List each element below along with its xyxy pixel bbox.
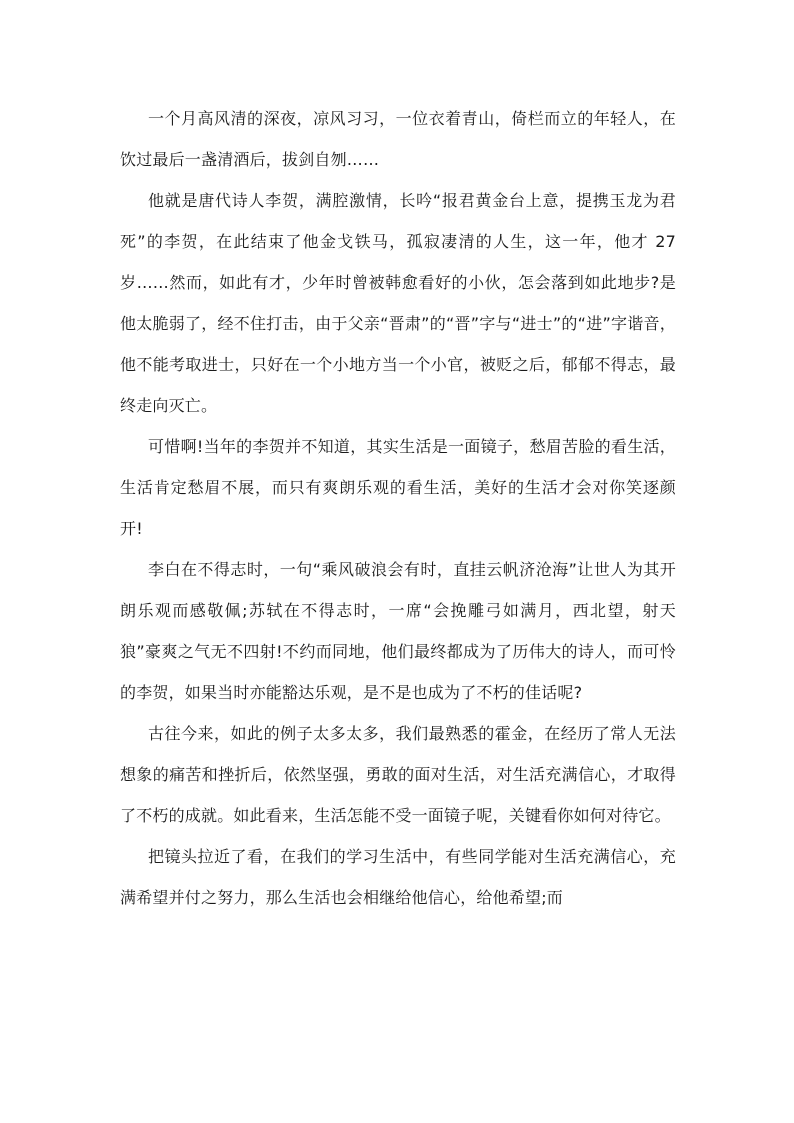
paragraph: 他就是唐代诗人李贺，满腔激情，长吟“报君黄金台上意，提携玉龙为君死”的李贺，在此结束了他金戈铁马，孤寂凄清的人生，这一年，他才 27 岁……然而，如此有才，少年时曾被韩愈看好的小伙，怎会落到如此地步?是他太脆弱了，经不住打击，由于父亲“晋肃”的“晋”字与“进士”的“进”字谐音，他不能考取进士，只好在一个小地方当一个小官，被贬之后，郁郁不得志，最终走向灭亡。 xyxy=(120,191,676,415)
paragraph: 可惜啊!当年的李贺并不知道，其实生活是一面镜子，愁眉苦脸的看生活，生活肯定愁眉不展，而只有爽朗乐观的看生活，美好的生活才会对你笑逐颜开! xyxy=(120,437,676,538)
paragraph: 古往今来，如此的例子太多太多，我们最熟悉的霍金，在经历了常人无法想象的痛苦和挫折后，依然坚强，勇敢的面对生活，对生活充满信心，才取得了不朽的成就。如此看来，生活怎能不受一面镜子呢，关键看你如何对待它。 xyxy=(120,724,676,825)
document-body xyxy=(120,98,676,918)
paragraph: 李白在不得志时，一句“乘风破浪会有时，直挂云帆济沧海”让世人为其开朗乐观而感敬佩;苏轼在不得志时，一席“会挽雕弓如满月，西北望，射天狼”豪爽之气无不四射!不约而同地，他们最终都成为了历伟大的诗人，而可怜的李贺，如果当时亦能豁达乐观，是不是也成为了不朽的佳话呢? xyxy=(120,560,676,702)
paragraph: 把镜头拉近了看，在我们的学习生活中，有些同学能对生活充满信心，充满希望并付之努力，那么生活也会相继给他信心，给他希望;而 xyxy=(120,847,676,907)
paragraph: 一个月高风清的深夜，凉风习习，一位衣着青山，倚栏而立的年轻人，在饮过最后一盏清酒后，拔剑自刎…… xyxy=(120,109,676,169)
